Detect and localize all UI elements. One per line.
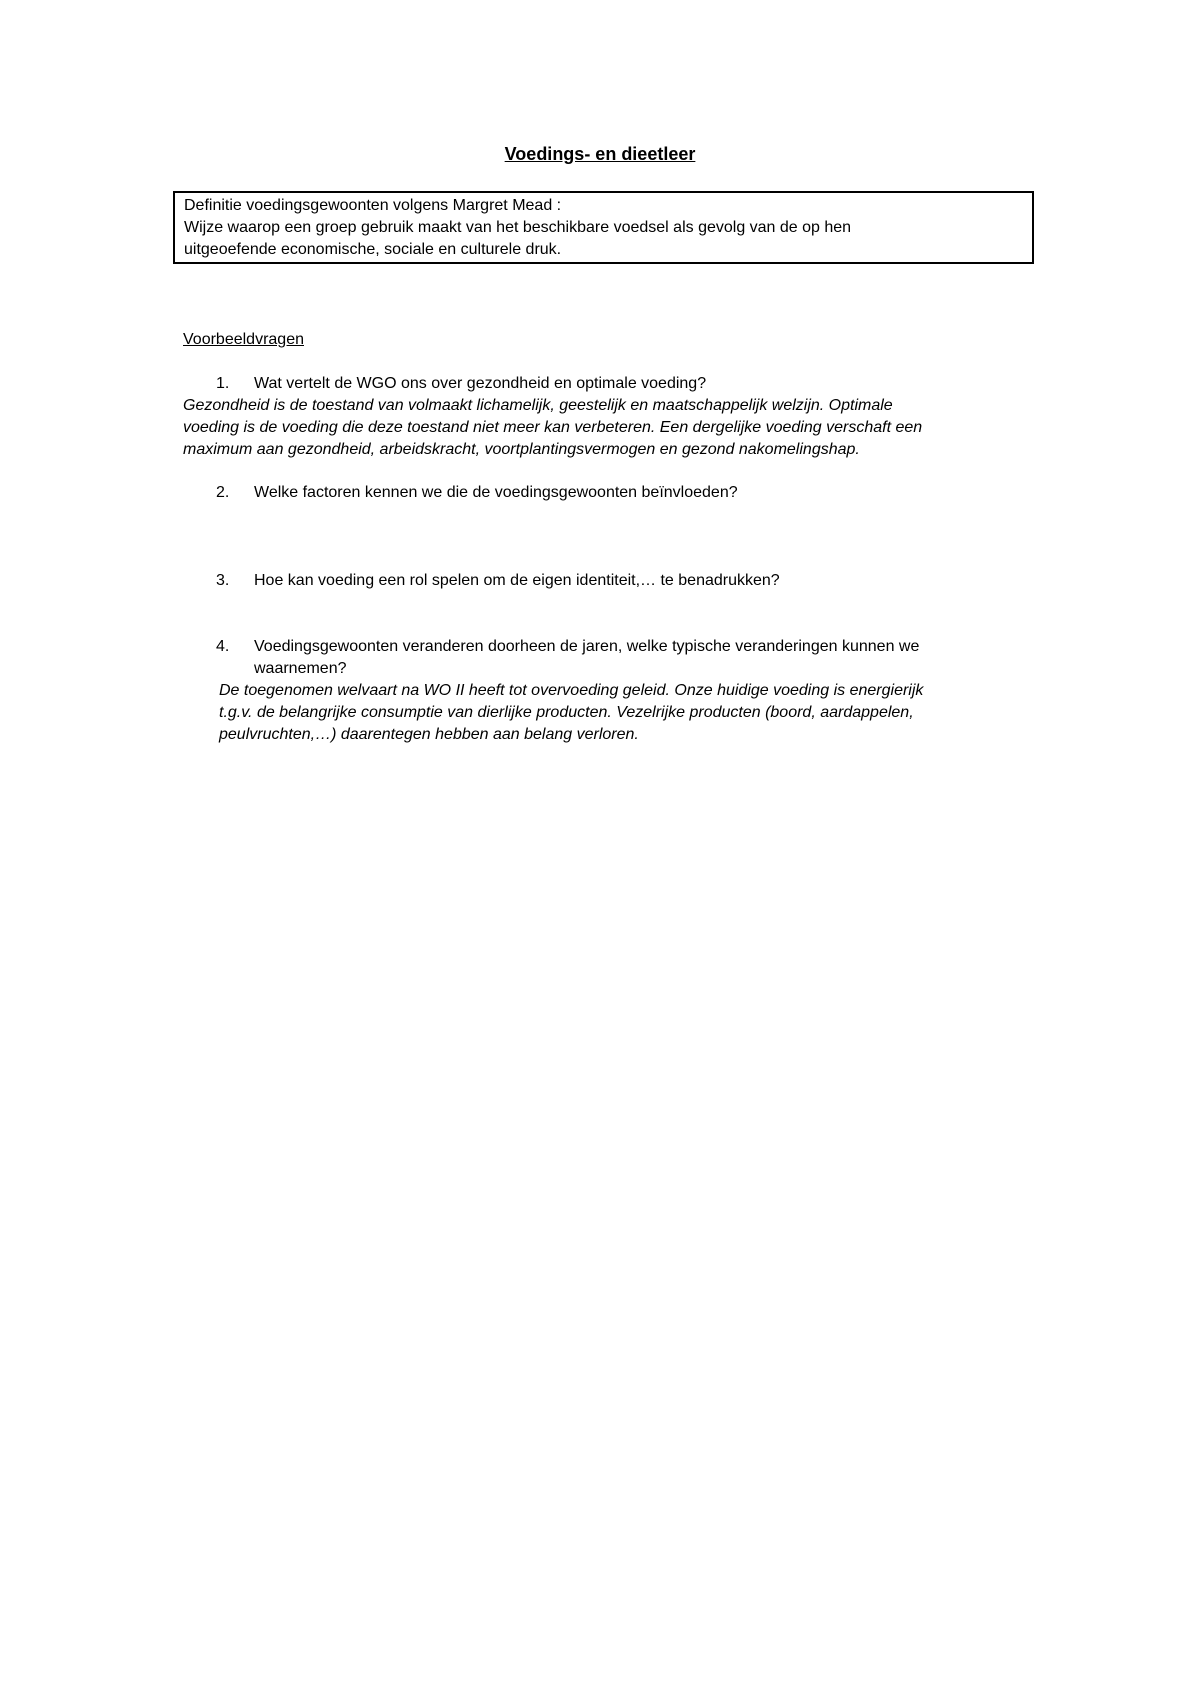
answer-line: Gezondheid is de toestand van volmaakt lichamelijk, geestelijk en maatschappelijk welzijn. Optimale	[183, 397, 893, 414]
question-text: Hoe kan voeding een rol spelen om de eigen identiteit,… te benadrukken?	[254, 572, 780, 589]
answer-line: voeding is de voeding die deze toestand niet meer kan verbeteren. Een dergelijke voeding verschaft een	[183, 419, 923, 436]
question-text: waarnemen?	[254, 660, 347, 677]
document-title: Voedings- en dieetleer	[504, 144, 696, 164]
answer-line: maximum aan gezondheid, arbeidskracht, voortplantingsvermogen en gezond nakomelingshap.	[183, 441, 860, 458]
question-number: 4.	[216, 638, 230, 655]
question-number: 2.	[216, 484, 230, 501]
definition-box	[173, 191, 1034, 264]
question-text: Welke factoren kennen we die de voedingsgewoonten beïnvloeden?	[254, 484, 738, 501]
question-number: 1.	[216, 375, 230, 392]
question-text: Voedingsgewoonten veranderen doorheen de jaren, welke typische veranderingen kunnen we	[254, 638, 920, 655]
answer-line: t.g.v. de belangrijke consumptie van dierlijke producten. Vezelrijke producten (boord, aardappelen,	[219, 704, 914, 721]
answer-1	[183, 395, 922, 461]
answer-line: De toegenomen welvaart na WO II heeft tot overvoeding geleid. Onze huidige voeding is energierijk	[219, 682, 924, 699]
section-heading: Voorbeeldvragen	[183, 331, 304, 348]
question-number: 3.	[216, 572, 230, 589]
answer-4	[219, 680, 923, 746]
definition-line: uitgeoefende economische, sociale en culturele druk.	[184, 241, 562, 258]
question-text: Wat vertelt de WGO ons over gezondheid en optimale voeding?	[254, 375, 707, 392]
definition-line: Wijze waarop een groep gebruik maakt van het beschikbare voedsel als gevolg van de op hen	[184, 219, 852, 236]
answer-line: peulvruchten,…) daarentegen hebben aan belang verloren.	[219, 726, 639, 743]
definition-line: Definitie voedingsgewoonten volgens Margret Mead :	[184, 197, 562, 214]
